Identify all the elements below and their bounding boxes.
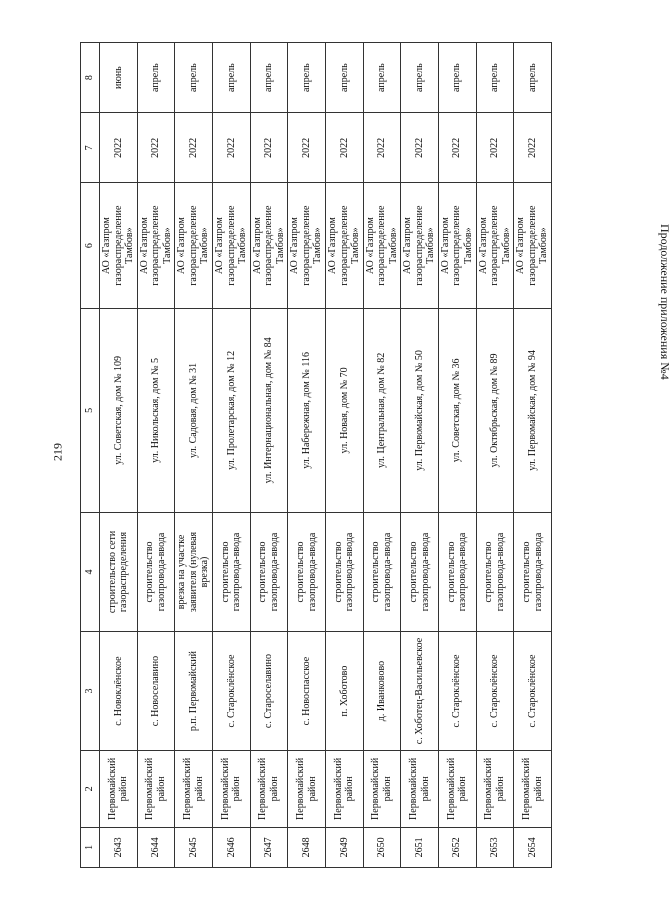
- table-row: [363, 43, 401, 868]
- table-row: [137, 43, 175, 868]
- cell-district: Первомайский район: [363, 751, 401, 828]
- cell-year: 2022: [514, 113, 552, 183]
- table-rotated-wrapper: [80, 42, 552, 868]
- header-cell-2: 2: [81, 751, 100, 828]
- cell-work-type: строительство газопровода-ввода: [137, 512, 175, 631]
- cell-year: 2022: [288, 113, 326, 183]
- cell-settlement: п. Хоботово: [325, 632, 363, 751]
- cell-district: Первомайский район: [476, 751, 514, 828]
- cell-row-number: 2649: [325, 827, 363, 867]
- header-cell-6: 6: [81, 183, 100, 308]
- cell-district: Первомайский район: [100, 751, 138, 828]
- continuation-title: Продолжение приложения №4: [658, 224, 672, 380]
- cell-year: 2022: [212, 113, 250, 183]
- cell-work-type: строительство сети газораспределения: [100, 512, 138, 631]
- table-row: [175, 43, 213, 868]
- cell-row-number: 2652: [438, 827, 476, 867]
- cell-address: ул. Первомайская, дом № 50: [401, 308, 439, 512]
- cell-work-type: строительство газопровода-ввода: [212, 512, 250, 631]
- page-number: 219: [50, 443, 65, 461]
- cell-district: Первомайский район: [438, 751, 476, 828]
- cell-month: июнь: [100, 43, 138, 113]
- cell-address: ул. Пролетарская, дом № 12: [212, 308, 250, 512]
- cell-address: ул. Новая, дом № 70: [325, 308, 363, 512]
- cell-address: ул. Первомайская, дом № 94: [514, 308, 552, 512]
- cell-work-type: строительство газопровода-ввода: [438, 512, 476, 631]
- table-row: [514, 43, 552, 868]
- cell-district: Первомайский район: [212, 751, 250, 828]
- cell-contractor: АО «Газпром газораспределение Тамбов»: [401, 183, 439, 308]
- cell-year: 2022: [401, 113, 439, 183]
- cell-work-type: строительство газопровода-ввода: [288, 512, 326, 631]
- cell-district: Первомайский район: [401, 751, 439, 828]
- cell-month: апрель: [325, 43, 363, 113]
- cell-row-number: 2643: [100, 827, 138, 867]
- cell-contractor: АО «Газпром газораспределение Тамбов»: [514, 183, 552, 308]
- cell-contractor: АО «Газпром газораспределение Тамбов»: [363, 183, 401, 308]
- cell-work-type: строительство газопровода-ввода: [401, 512, 439, 631]
- header-cell-1: 1: [81, 827, 100, 867]
- cell-work-type: строительство газопровода-ввода: [325, 512, 363, 631]
- cell-address: ул. Садовая, дом № 31: [175, 308, 213, 512]
- header-cell-8: 8: [81, 43, 100, 113]
- cell-settlement: р.п. Первомайский: [175, 632, 213, 751]
- cell-address: ул. Никольская, дом № 5: [137, 308, 175, 512]
- cell-row-number: 2650: [363, 827, 401, 867]
- table-row: [476, 43, 514, 868]
- document-sheet: [80, 42, 672, 868]
- cell-district: Первомайский район: [137, 751, 175, 828]
- cell-year: 2022: [250, 113, 288, 183]
- cell-address: ул. Набережная, дом № 116: [288, 308, 326, 512]
- cell-month: апрель: [514, 43, 552, 113]
- cell-work-type: строительство газопровода-ввода: [250, 512, 288, 631]
- cell-contractor: АО «Газпром газораспределение Тамбов»: [100, 183, 138, 308]
- cell-row-number: 2648: [288, 827, 326, 867]
- table-row: [438, 43, 476, 868]
- header-row: [81, 43, 100, 868]
- cell-settlement: с. Новоселавино: [137, 632, 175, 751]
- cell-address: ул. Октябрьская, дом № 89: [476, 308, 514, 512]
- header-cell-4: 4: [81, 512, 100, 631]
- cell-settlement: с. Староклёнское: [212, 632, 250, 751]
- cell-district: Первомайский район: [288, 751, 326, 828]
- table-row: [250, 43, 288, 868]
- table-row: [401, 43, 439, 868]
- cell-year: 2022: [476, 113, 514, 183]
- cell-month: апрель: [175, 43, 213, 113]
- cell-row-number: 2644: [137, 827, 175, 867]
- cell-row-number: 2653: [476, 827, 514, 867]
- cell-row-number: 2651: [401, 827, 439, 867]
- cell-contractor: АО «Газпром газораспределение Тамбов»: [476, 183, 514, 308]
- cell-month: апрель: [401, 43, 439, 113]
- header-cell-3: 3: [81, 632, 100, 751]
- cell-district: Первомайский район: [325, 751, 363, 828]
- cell-month: апрель: [476, 43, 514, 113]
- cell-settlement: д. Иванковово: [363, 632, 401, 751]
- cell-work-type: врезка на участке заявителя (нулевая врезка): [175, 512, 213, 631]
- cell-month: апрель: [438, 43, 476, 113]
- cell-settlement: с. Староклёнское: [514, 632, 552, 751]
- cell-district: Первомайский район: [175, 751, 213, 828]
- cell-address: ул. Советская, дом № 36: [438, 308, 476, 512]
- cell-row-number: 2647: [250, 827, 288, 867]
- cell-address: ул. Центральная, дом № 82: [363, 308, 401, 512]
- cell-row-number: 2654: [514, 827, 552, 867]
- cell-contractor: АО «Газпром газораспределение Тамбов»: [325, 183, 363, 308]
- cell-settlement: с. Староклёнское: [476, 632, 514, 751]
- cell-settlement: с. Хоботец-Васильевское: [401, 632, 439, 751]
- cell-month: апрель: [212, 43, 250, 113]
- cell-month: апрель: [288, 43, 326, 113]
- cell-year: 2022: [363, 113, 401, 183]
- cell-contractor: АО «Газпром газораспределение Тамбов»: [137, 183, 175, 308]
- table-row: [325, 43, 363, 868]
- table-row: [288, 43, 326, 868]
- cell-work-type: строительство газопровода-ввода: [514, 512, 552, 631]
- cell-contractor: АО «Газпром газораспределение Тамбов»: [212, 183, 250, 308]
- cell-year: 2022: [175, 113, 213, 183]
- cell-contractor: АО «Газпром газораспределение Тамбов»: [438, 183, 476, 308]
- cell-year: 2022: [438, 113, 476, 183]
- table-row: [100, 43, 138, 868]
- cell-address: ул. Советская, дом № 109: [100, 308, 138, 512]
- cell-month: апрель: [250, 43, 288, 113]
- cell-settlement: с. Новоспасское: [288, 632, 326, 751]
- cell-settlement: с. Староклёнское: [438, 632, 476, 751]
- cell-settlement: с. Староселавино: [250, 632, 288, 751]
- cell-contractor: АО «Газпром газораспределение Тамбов»: [250, 183, 288, 308]
- cell-contractor: АО «Газпром газораспределение Тамбов»: [175, 183, 213, 308]
- cell-month: апрель: [137, 43, 175, 113]
- appendix-table: [80, 42, 552, 868]
- table-row: [212, 43, 250, 868]
- table-body: [100, 43, 552, 868]
- header-cell-7: 7: [81, 113, 100, 183]
- cell-month: апрель: [363, 43, 401, 113]
- cell-settlement: с. Новоклёнское: [100, 632, 138, 751]
- cell-row-number: 2645: [175, 827, 213, 867]
- cell-district: Первомайский район: [250, 751, 288, 828]
- cell-district: Первомайский район: [514, 751, 552, 828]
- cell-row-number: 2646: [212, 827, 250, 867]
- cell-year: 2022: [137, 113, 175, 183]
- cell-work-type: строительство газопровода-ввода: [476, 512, 514, 631]
- cell-year: 2022: [325, 113, 363, 183]
- cell-contractor: АО «Газпром газораспределение Тамбов»: [288, 183, 326, 308]
- cell-address: ул. Интернациональная, дом № 84: [250, 308, 288, 512]
- cell-year: 2022: [100, 113, 138, 183]
- cell-work-type: строительство газопровода-ввода: [363, 512, 401, 631]
- header-cell-5: 5: [81, 308, 100, 512]
